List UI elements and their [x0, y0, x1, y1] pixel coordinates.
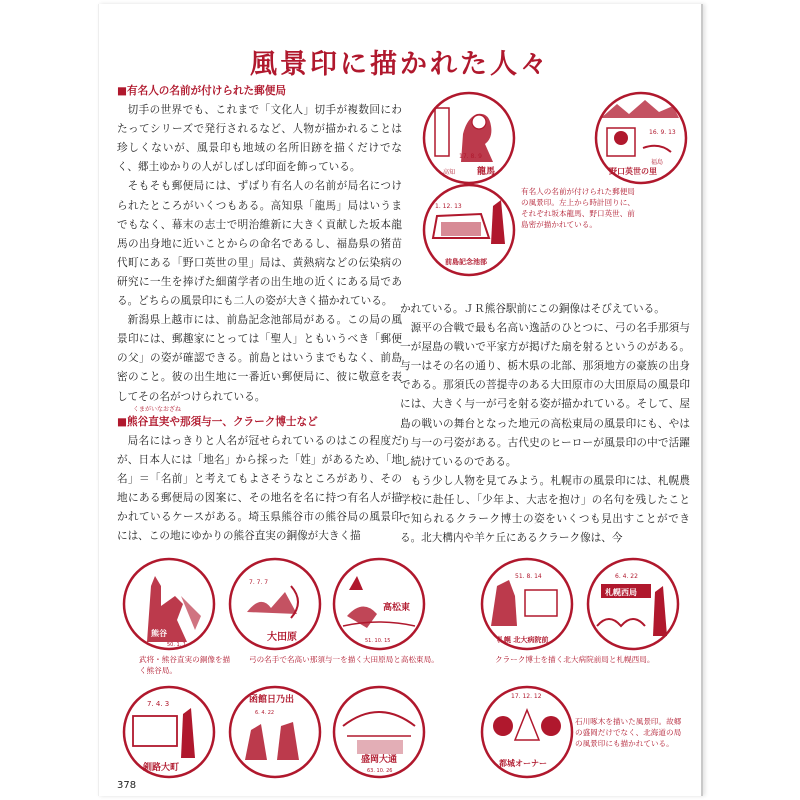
left-column: [117, 82, 402, 546]
svg-text:盛岡大通: 盛岡大通: [361, 755, 398, 765]
caption-takuboku: 石川啄木を描いた風景印。故郷の盛岡だけでなく、北海道の局の風景印にも描かれている。: [575, 717, 682, 748]
svg-text:7. 4. 3: 7. 4. 3: [147, 700, 170, 708]
caption-kumagaya: 武将・熊谷直実の銅像を描く熊谷局。: [139, 655, 231, 675]
stamp-shibutami: [482, 687, 572, 777]
stamp-ryoma: [424, 93, 514, 183]
svg-text:51. 8. 14: 51. 8. 14: [515, 573, 542, 580]
paragraph: 源平の合戦で最も名高い逸話のひとつに、弓の名手那須与一が屋島の戦いで平家方が掲げた扇を射るというのがある。与一はその名の通り、栃木県の北部、那須地方の豪族の出身である。那須氏の菩提寺のある大田原市の大田原局の風景印には、大きく与一が弓を射る姿が描かれている。そして、屋島の戦いの舞台となった地元の高松東局の風景印にも、やはり与一の弓姿がある。古代史のヒーローが風景印の中で活躍し続けているのである。: [400, 322, 690, 468]
svg-text:高松東: 高松東: [383, 603, 411, 613]
stamp-ootawara: [230, 559, 320, 649]
caption-top: 有名人の名前が付けられた郵便局の風景印。左上から時計回りに、それぞれ坂本龍馬、野口英世、前島密が描かれている。: [521, 187, 635, 229]
svg-text:16. 9. 13: 16. 9. 13: [649, 129, 676, 136]
stamp-ryoma-name: 龍馬: [477, 167, 496, 177]
page-title: 風景印に描かれた人々: [250, 49, 550, 80]
svg-text:17. 12. 12: 17. 12. 12: [511, 693, 542, 700]
stamp-kushiro: [124, 687, 214, 777]
caption-clark: クラーク博士を描く北大病院前局と札幌西局。: [495, 655, 655, 664]
svg-text:50. 1. 1: 50. 1. 1: [167, 642, 187, 648]
stamp-sapporo-nishi: [588, 559, 678, 649]
paragraph: そもそも郵便局には、ずばり有名人の名前が局名につけられたところがいくつもある。高知県「龍馬」局はいうまでもなく、幕末の志士で明治維新に大きく貢献した坂本龍馬の出身地に近いことからの命名であるし、福島県の猪苗代町にある「野口英世の里」局は、黄熱病などの伝染病の研究に一生を捧げた細菌学者の出生地の近くにある局である。どちらの風景印にも二人の姿が大きく描かれている。: [117, 180, 402, 308]
stamp-hakodate: [230, 687, 320, 777]
stamp-noguchi-name: 野口英世の里: [609, 167, 657, 176]
page-number: 378: [117, 780, 137, 791]
svg-text:福島: 福島: [651, 159, 664, 166]
paragraph: 局名にはっきりと人名が冠せられているのはこの程度だが、日本人には「地名」から採った「姓」があるため、「地名」＝「名前」と考えてもよさそうなところがあり、その地にある郵便局の図案に、その地名を名に持つ有名人が描かれているケースがある。埼玉県熊谷市の熊谷局の風景印には、この地にゆかりの熊谷直実の銅像が大きく描: [117, 434, 402, 543]
paragraph: 切手の世界でも、これまで「文化人」切手が複数回にわたってシリーズで発行されるなど、人物が描かれることは珍しくないが、風景印も地域の名所旧跡を描くだけでなく、郷土ゆかりの人がしばしば印面を飾っている。: [117, 104, 402, 174]
stamp-takamatsu: [334, 559, 424, 649]
right-column: [400, 300, 690, 548]
svg-text:函館日乃出: 函館日乃出: [249, 695, 295, 705]
svg-text:7. 7. 7: 7. 7. 7: [249, 579, 269, 586]
svg-text:前島記念池部: 前島記念池部: [445, 258, 487, 266]
svg-text:都城オーナー: 都城オーナー: [499, 759, 547, 768]
svg-text:63. 10. 26: 63. 10. 26: [367, 768, 393, 774]
stamps-row-1: [121, 556, 681, 666]
svg-text:札幌西局: 札幌西局: [605, 588, 637, 597]
book-page: [98, 4, 703, 796]
top-stamps-group: [421, 88, 693, 278]
stamp-noguchi: [596, 93, 686, 183]
svg-text:6. 4. 22: 6. 4. 22: [615, 573, 638, 580]
paragraph-continued: かれている。ＪＲ熊谷駅前にこの銅像はそびえている。: [400, 303, 665, 315]
paragraph: もう少し人物を見てみよう。札幌市の風景印には、札幌農学校に赴任し、「少年よ、大志を抱け」の名句を残したことで知られるクラーク博士の姿をいくつも見出すことができる。北大構内や羊ケ丘にあるクラーク像は、今: [400, 474, 690, 545]
svg-text:熊谷: 熊谷: [151, 629, 167, 638]
svg-text:札幌 北大病院前: 札幌 北大病院前: [497, 636, 549, 644]
section-heading-2-text: ■熊谷直実や那須与一、クラーク博士など: [117, 415, 318, 428]
caption-nasu: 弓の名手で名高い那須与一を描く大田原局と高松東局。: [249, 655, 439, 664]
svg-text:1. 12. 13: 1. 12. 13: [435, 203, 462, 210]
section-heading-2: [117, 407, 402, 432]
svg-text:51. 10. 15: 51. 10. 15: [365, 638, 391, 644]
svg-text:大田原: 大田原: [267, 632, 297, 643]
stamp-kumagaya: [124, 559, 214, 649]
svg-text:高知: 高知: [443, 169, 456, 176]
stamp-morioka: [334, 687, 424, 777]
stamp-maejima: [424, 185, 514, 275]
svg-text:6. 4. 22: 6. 4. 22: [255, 710, 275, 716]
ruby-text: くまがいなおざね: [133, 405, 182, 413]
stamp-hokudai: [482, 559, 572, 649]
svg-text:釧路大町: 釧路大町: [143, 763, 180, 773]
paragraph: 新潟県上越市には、前島記念池部局がある。この局の風景印には、郵趣家にとっては「聖人」ともいうべき「郵便の父」の姿が確認できる。前島とはいうまでもなく、前島密のこと。彼の出生地に一番近い郵便局に、彼に敬意を表してその名がつけられている。: [117, 314, 402, 403]
section-heading-1: ■有名人の名前が付けられた郵便局: [117, 85, 286, 97]
stamp-ryoma-date: 17. 8. 9: [459, 153, 482, 160]
